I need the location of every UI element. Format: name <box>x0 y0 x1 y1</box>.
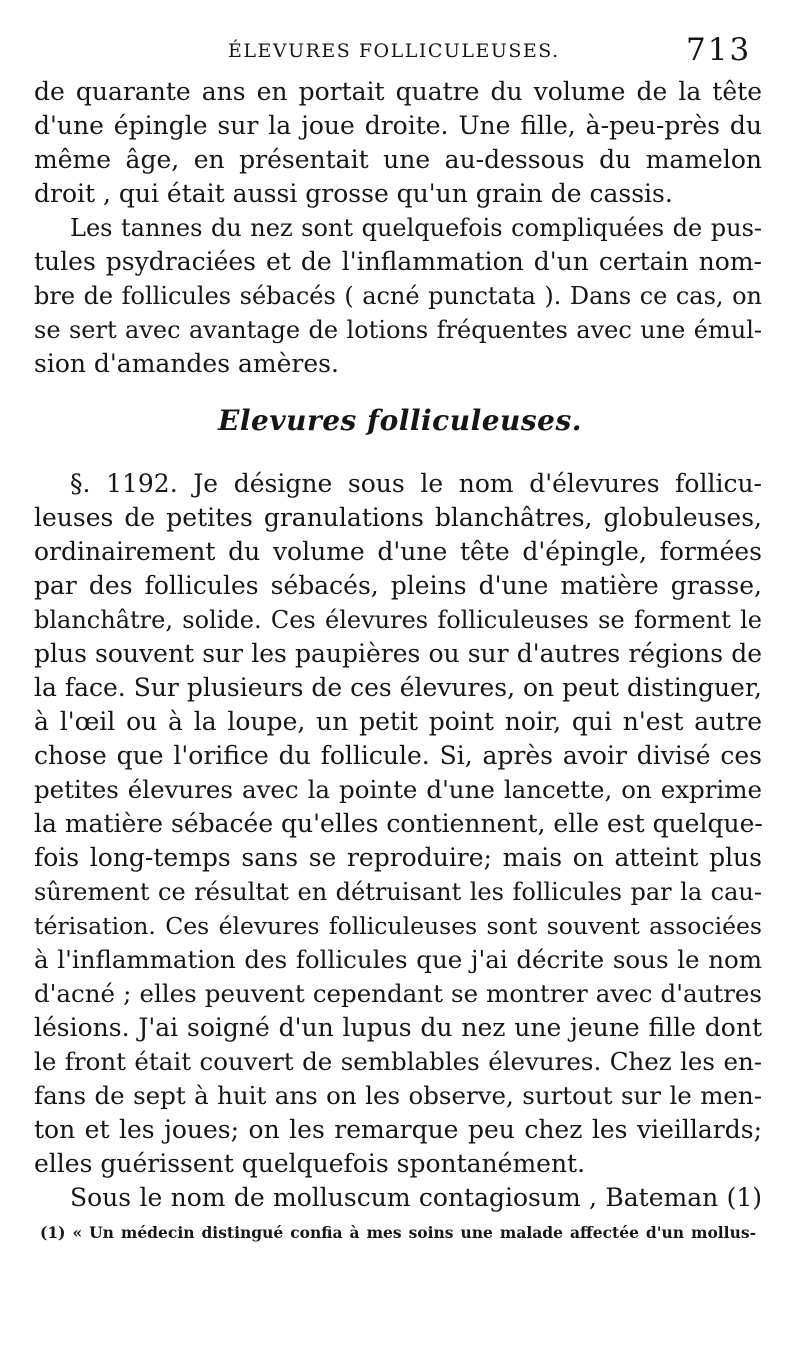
text-line: ordinairement du volume d'une tête d'épingle, formées <box>34 537 762 566</box>
text-line: même âge, en présentait une au-dessous du mamelon <box>34 145 762 174</box>
text-line: sion d'amandes amères. <box>34 349 339 378</box>
text-line: Les tannes du nez sont quelquefois compliquées de pus- <box>70 214 762 242</box>
text-line: à l'œil ou à la loupe, un petit point noir, qui n'est autre <box>34 707 762 736</box>
text-line: petites élevures avec la pointe d'une lancette, on exprime <box>34 775 762 804</box>
page-number: 713 <box>686 32 752 68</box>
text-line: fans de sept à huit ans on les observe, surtout sur le men- <box>34 1081 762 1110</box>
text-line: blanchâtre, solide. Ces élevures folliculeuses se forment le <box>34 606 762 634</box>
text-line: sûrement ce résultat en détruisant les follicules par la cau- <box>34 878 762 906</box>
text-line: la matière sébacée qu'elles contiennent, elle est quelque- <box>34 809 763 838</box>
text-line: ton et les joues; on les remarque peu chez les vieillards; <box>34 1115 762 1144</box>
text-line: Sous le nom de molluscum contagiosum , Bateman (1) <box>70 1183 762 1212</box>
text-line: se sert avec avantage de lotions fréquentes avec une émul- <box>34 316 762 344</box>
text-line: le front était couvert de semblables élevures. Chez les en- <box>34 1047 762 1076</box>
text-line: chose que l'orifice du follicule. Si, après avoir divisé ces <box>34 741 762 770</box>
text-line: lésions. J'ai soigné d'un lupus du nez une jeune fille dont <box>34 1013 762 1042</box>
text-line: térisation. Ces élevures folliculeuses sont souvent associées <box>34 912 762 940</box>
text-line: par des follicules sébacés, pleins d'une matière grasse, <box>34 571 762 600</box>
text-line: §. 1192. Je désigne sous le nom d'élevures follicu- <box>70 469 762 498</box>
running-title: ÉLEVURES FOLLICULEUSES. <box>228 40 560 62</box>
text-line: fois long-temps sans se reproduire; mais on atteint plus <box>34 843 762 872</box>
footnote: (1) « Un médecin distingué confia à mes soins une malade affectée d'un mollus- <box>40 1223 756 1242</box>
text-line: la face. Sur plusieurs de ces élevures, on peut distinguer, <box>34 673 762 702</box>
text-line: elles guérissent quelquefois spontanément. <box>34 1149 586 1178</box>
text-line: d'une épingle sur la joue droite. Une fille, à-peu-près du <box>34 111 762 140</box>
text-line: leuses de petites granulations blanchâtres, globuleuses, <box>34 503 762 532</box>
text-line: tules psydraciées et de l'inflammation d'un certain nom- <box>34 247 762 276</box>
section-heading: Elevures folliculeuses. <box>218 404 582 437</box>
text-line: d'acné ; elles peuvent cependant se montrer avec d'autres <box>34 979 762 1008</box>
page-header <box>0 32 800 72</box>
text-line: droit , qui était aussi grosse qu'un grain de cassis. <box>34 179 673 208</box>
text-line: de quarante ans en portait quatre du volume de la tête <box>34 77 762 106</box>
text-line: à l'inflammation des follicules que j'ai décrite sous le nom <box>34 945 762 974</box>
text-line: plus souvent sur les paupières ou sur d'autres régions de <box>34 639 762 668</box>
text-line: bre de follicules sébacés ( acné punctata ). Dans ce cas, on <box>34 282 762 310</box>
